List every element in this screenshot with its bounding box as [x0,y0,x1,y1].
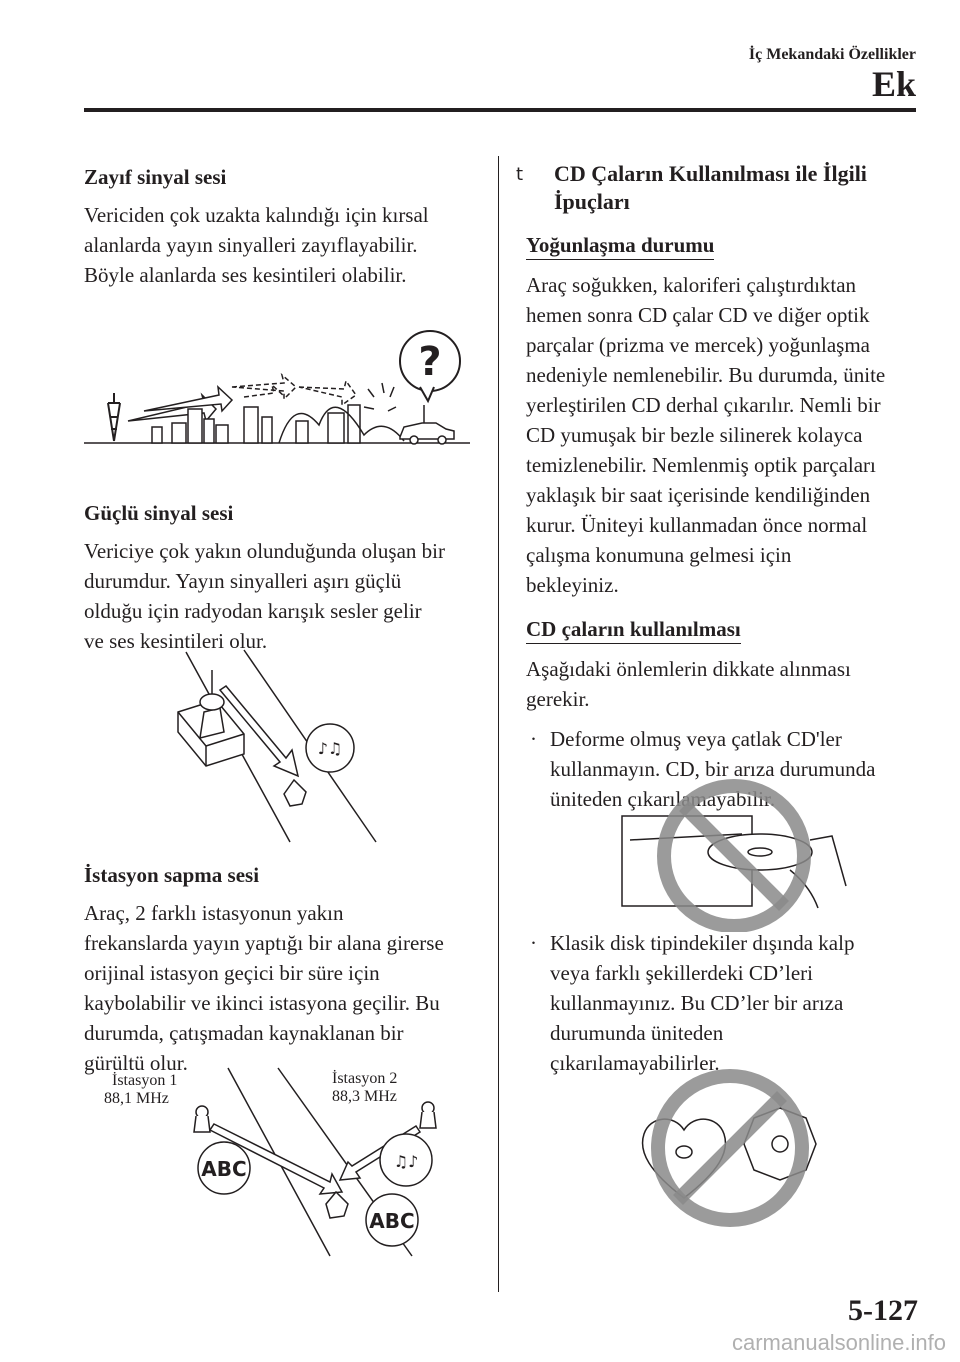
strong-signal-illustration [170,646,390,846]
right-column [516,160,926,814]
bullet-deformed-cd: · Deforme olmuş veya çatlak CD'ler kullanmayın. CD, bir arıza durumunda üniteden çıkarılamayabilir. [526,724,926,814]
header-rule [84,108,916,112]
text-line: durumdur. Yayın sinyalleri aşırı güçlü [84,569,402,593]
shaped-cd-prohibited-illustration [630,1068,830,1228]
station-drift-illustration [180,1064,450,1264]
text-line: kaybolabilir ve ikinci istasyona geçilir. Bu [84,991,440,1015]
cd-tips-title-line-1: CD Çaların Kullanılması ile İlgili [554,161,867,186]
text-line: Aşağıdaki önlemlerin dikkate alınması [526,657,851,681]
text-line: çalışma konumuna gelmesi için [526,543,792,567]
text-line: durumunda üniteden [550,1021,724,1045]
text-line: bekleyiniz. [526,573,619,597]
station-drift-section [84,860,484,1078]
abc-text-2: ABC [369,1209,415,1233]
text-line: yaklaşık bir saat içerisinde kendiliğinden [526,483,871,507]
svg-text:♫♪: ♫♪ [393,1152,419,1171]
strong-signal-heading: Güçlü sinyal sesi [84,501,234,525]
text-line: üniteden çıkarılamayabilir. [550,787,776,811]
strong-signal-section [84,498,484,656]
text-line: CD yumuşak bir bezle silinerek kolayca [526,423,863,447]
station-1-frequency: 88,1 MHz [104,1090,169,1107]
weak-signal-section [84,162,484,290]
station-2-frequency: 88,3 MHz [332,1088,397,1105]
station-1-label: İstasyon 1 [112,1072,178,1089]
text-line: veya farklı şekillerdeki CD’leri [550,961,813,985]
page-number: 5-127 [848,1294,918,1327]
text-line: Vericiye çok yakın olunduğunda oluşan bir [84,539,445,563]
text-line: kullanmayın. CD, bir arıza durumunda [550,757,876,781]
text-line: hemen sonra CD çalar CD ve diğer optik [526,303,870,327]
text-line: Deforme olmuş veya çatlak CD'ler [550,727,842,751]
bullet-shaped-cd-block [526,928,926,1078]
section-title: İç Mekandaki Özellikler [748,46,916,63]
cd-usage-heading: CD çaların kullanılması [526,616,741,644]
text-line: Vericiden çok uzakta kalındığı için kırsal [84,203,429,227]
text-line: nedeniyle nemlenebilir. Bu durumda, ünite [526,363,886,387]
text-line: gürültü olur. [84,1051,188,1075]
svg-text:♪♫: ♪♫ [317,739,343,758]
text-line: Klasik disk tipindekiler dışında kalp [550,931,855,955]
text-line: orijinal istasyon geçici bir süre için [84,961,380,985]
text-line: frekanslarda yayın yaptığı bir alana girerse [84,931,444,955]
chapter-title: Ek [871,64,916,104]
text-line: kullanmayınız. Bu CD’ler bir arıza [550,991,844,1015]
watermark: carmanualsonline.info [731,1330,946,1355]
condensation-heading: Yoğunlaşma durumu [526,232,714,260]
text-line: kurur. Üniteyi kullanmadan önce normal [526,513,868,537]
cd-tips-title-line-2: İpuçları [554,189,630,214]
bullet-shaped-cd: · Klasik disk tipindekiler dışında kalp veya farklı şekillerdeki CD’leri kullanmayınız. Bu CD’ler bir arıza durumunda üniteden çıkarılamayabilirler. [526,928,926,1078]
text-line: yerleştirilen CD derhal çıkarılır. Nemli bir [526,393,881,417]
station-2-label: İstasyon 2 [332,1070,398,1087]
text-line: alanlarda yayın sinyalleri zayıflayabilir. [84,233,418,257]
weak-signal-illustration [84,325,474,455]
text-line: Araç soğukken, kaloriferi çalıştırdıktan [526,273,857,297]
text-line: durumda, çatışmadan kaynaklanan bir [84,1021,404,1045]
text-line: olduğu için radyodan karışık sesler gelir [84,599,422,623]
text-line: temizlenebilir. Nemlenmiş optik parçaları [526,453,876,477]
text-line: Araç, 2 farklı istasyonun yakın [84,901,344,925]
svg-text:?: ? [418,339,442,385]
text-line: çıkarılamayabilirler. [550,1051,720,1075]
abc-text-1: ABC [201,1157,247,1181]
column-divider [498,156,499,1292]
section-marker-icon: t [516,164,524,185]
weak-signal-heading: Zayıf sinyal sesi [84,165,227,189]
text-line: Böyle alanlarda ses kesintileri olabilir. [84,263,407,287]
text-line: gerekir. [526,687,590,711]
deformed-cd-prohibited-illustration [610,776,850,932]
station-drift-heading: İstasyon sapma sesi [84,863,260,887]
text-line: parçalar (prizma ve mercek) yoğunlaşma [526,333,870,357]
text-line: ve ses kesintileri olur. [84,629,268,653]
